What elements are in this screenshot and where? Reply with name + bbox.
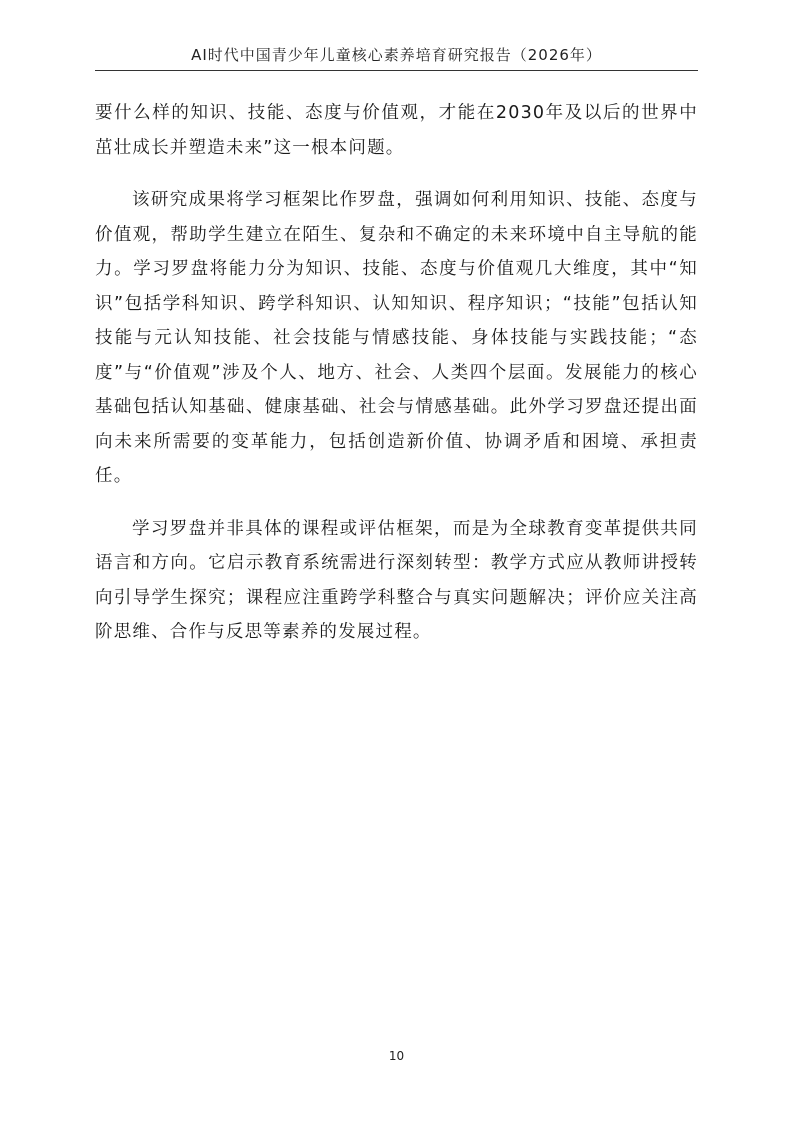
- running-header: AI时代中国青少年儿童核心素养培育研究报告（2026年）: [191, 46, 602, 64]
- page-body: [95, 96, 698, 650]
- header-divider: [95, 70, 698, 71]
- paragraph-education-transformation: 学习罗盘并非具体的课程或评估框架，而是为全球教育变革提供共同语言和方向。它启示教育系统需进行深刻转型：教学方式应从教师讲授转向引导学生探究；课程应注重跨学科整合与真实问题解决；评价应关注高阶思维、合作与反思等素养的发展过程。: [95, 518, 698, 642]
- paragraph-continued: 要什么样的知识、技能、态度与价值观，才能在2030年及以后的世界中茁壮成长并塑造未来”这一根本问题。: [95, 103, 698, 158]
- page-number: 10: [388, 1049, 405, 1063]
- paragraph-learning-compass: 该研究成果将学习框架比作罗盘，强调如何利用知识、技能、态度与价值观，帮助学生建立在陌生、复杂和不确定的未来环境中自主导航的能力。学习罗盘将能力分为知识、技能、态度与价值观几大维度，其中“知识”包括学科知识、跨学科知识、认知知识、程序知识；“技能”包括认知技能与元认知技能、社会技能与情感技能、身体技能与实践技能；“态度”与“价值观”涉及个人、地方、社会、人类四个层面。发展能力的核心基础包括认知基础、健康基础、社会与情感基础。此外学习罗盘还提出面向未来所需要的变革能力，包括创造新价值、协调矛盾和困境、承担责任。: [95, 190, 698, 486]
